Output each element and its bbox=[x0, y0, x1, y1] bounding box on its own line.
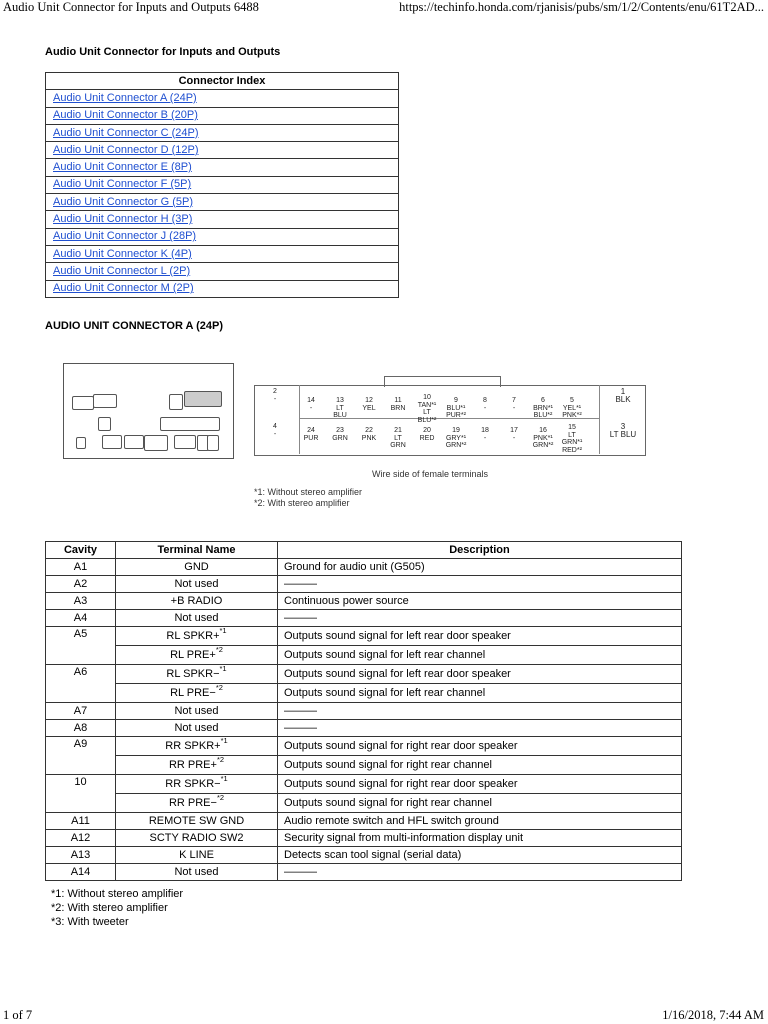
table-row: A9 RR SPKR+$^{*1}$ Outputs sound signal for right rear door speaker bbox=[46, 737, 682, 756]
table-row: A8 Not used ——— bbox=[46, 720, 682, 737]
pin-17: 17 - bbox=[510, 427, 518, 442]
pin-6: 6 BRN*¹ BLU*² bbox=[533, 397, 553, 419]
footnote-3: *3: With tweeter bbox=[51, 916, 129, 928]
pin-10: 10 TAN*¹ LT BLU*² bbox=[417, 394, 437, 424]
connector-latch bbox=[98, 417, 111, 431]
pin-19: 19 GRY*¹ GRN*² bbox=[445, 427, 467, 449]
table-row: A5 RL SPKR+$^{*1}$ Outputs sound signal for left rear door speaker bbox=[46, 627, 682, 646]
table-row: A14 Not used ——— bbox=[46, 864, 682, 881]
connector-latch bbox=[93, 394, 117, 408]
diagram-note-2: *2: With stereo amplifier bbox=[254, 498, 350, 508]
pin-18: 18 - bbox=[481, 427, 489, 442]
pin-2: 2 - bbox=[273, 388, 277, 403]
connector-latch bbox=[124, 435, 144, 449]
connector-latch bbox=[72, 396, 94, 410]
diagram-note-1: *1: Without stereo amplifier bbox=[254, 487, 363, 497]
connector-face-illustration bbox=[63, 363, 234, 459]
table-header-row bbox=[46, 542, 682, 559]
diagram-caption: Wire side of female terminals bbox=[372, 469, 489, 479]
col-divider bbox=[599, 385, 600, 454]
pin-23: 23 GRN bbox=[332, 427, 348, 442]
table-row: A7 Not used ——— bbox=[46, 703, 682, 720]
table-row: RL PRE+$^{*2}$ Outputs sound signal for left rear channel bbox=[46, 646, 682, 665]
pin-5: 5 YEL*¹ PNK*² bbox=[562, 397, 582, 419]
footnote-1: *1: Without stereo amplifier bbox=[51, 888, 184, 900]
col-divider bbox=[299, 385, 300, 454]
table-row: A6 RL SPKR−$^{*1}$ Outputs sound signal for left rear door speaker bbox=[46, 665, 682, 684]
pin-8: 8 - bbox=[483, 397, 487, 412]
pin-21: 21 LT GRN bbox=[390, 427, 406, 449]
pin-9: 9 BLU*¹ PUR*² bbox=[446, 397, 466, 419]
table-row: RR PRE+$^{*2}$ Outputs sound signal for right rear channel bbox=[46, 756, 682, 775]
table-row: A2 Not used ——— bbox=[46, 576, 682, 593]
col-header-terminal-name: Terminal Name bbox=[116, 542, 278, 559]
link-connector-m[interactable]: Audio Unit Connector M (2P) bbox=[53, 282, 194, 295]
connector-latch bbox=[169, 394, 183, 410]
pin-14: 14 - bbox=[307, 397, 315, 412]
connector-latch bbox=[174, 435, 196, 449]
page-header-title: Audio Unit Connector for Inputs and Outputs 6488 bbox=[3, 0, 259, 14]
link-connector-d[interactable]: Audio Unit Connector D (12P) bbox=[53, 143, 199, 156]
footnote-2: *2: With stereo amplifier bbox=[51, 902, 168, 914]
pin-1: 1 BLK bbox=[615, 387, 631, 404]
link-connector-a[interactable]: Audio Unit Connector A (24P) bbox=[53, 91, 197, 104]
connector-latch bbox=[207, 435, 219, 451]
connector-highlight-block bbox=[184, 391, 222, 407]
table-row: A4 Not used ——— bbox=[46, 610, 682, 627]
page-footer-datetime: 1/16/2018, 7:44 AM bbox=[662, 1008, 764, 1022]
table-row: RR PRE−$^{*2}$ Outputs sound signal for right rear channel bbox=[46, 794, 682, 813]
link-connector-b[interactable]: Audio Unit Connector B (20P) bbox=[53, 109, 198, 122]
section-title: Audio Unit Connector for Inputs and Outputs bbox=[45, 46, 281, 58]
table-row: A1 GND Ground for audio unit (G505) bbox=[46, 559, 682, 576]
connector-pin-diagram bbox=[254, 376, 645, 456]
pin-20: 20 RED bbox=[419, 427, 435, 442]
col-header-cavity: Cavity bbox=[46, 542, 116, 559]
pin-4: 4 - bbox=[273, 423, 277, 438]
link-connector-h[interactable]: Audio Unit Connector H (3P) bbox=[53, 213, 193, 226]
connector-index-table bbox=[45, 72, 399, 298]
page-header-url: https://techinfo.honda.com/rjanisis/pubs/sm/1/2/Contents/enu/61T2AD... bbox=[399, 0, 764, 14]
pin-22: 22 PNK bbox=[361, 427, 377, 442]
connector-a-title: AUDIO UNIT CONNECTOR A (24P) bbox=[45, 320, 224, 332]
table-row: A13 K LINE Detects scan tool signal (serial data) bbox=[46, 847, 682, 864]
pin-12: 12 YEL bbox=[362, 397, 376, 412]
table-row: RL PRE−$^{*2}$ Outputs sound signal for left rear channel bbox=[46, 684, 682, 703]
pin-15: 15 LT GRN*¹ RED*² bbox=[561, 424, 583, 454]
pin-24: 24 PUR bbox=[303, 427, 319, 442]
link-connector-k[interactable]: Audio Unit Connector K (4P) bbox=[53, 247, 192, 260]
table-row: A11 REMOTE SW GND Audio remote switch and HFL switch ground bbox=[46, 813, 682, 830]
connector-latch bbox=[144, 435, 168, 451]
pin-16: 16 PNK*¹ GRN*² bbox=[532, 427, 554, 449]
pin-11: 11 BRN bbox=[390, 397, 406, 412]
pin-3: 3 LT BLU bbox=[609, 422, 637, 439]
connector-latch bbox=[76, 437, 86, 449]
col-header-description: Description bbox=[278, 542, 682, 559]
page-footer-pagecount: 1 of 7 bbox=[3, 1008, 33, 1022]
table-row: 10 RR SPKR−$^{*1}$ Outputs sound signal for right rear door speaker bbox=[46, 775, 682, 794]
connector-latch bbox=[102, 435, 122, 449]
terminal-table bbox=[45, 541, 682, 881]
link-connector-f[interactable]: Audio Unit Connector F (5P) bbox=[53, 178, 192, 191]
connector-latch bbox=[160, 417, 220, 431]
link-connector-g[interactable]: Audio Unit Connector G (5P) bbox=[53, 195, 194, 208]
pin-13: 13 LT BLU bbox=[333, 397, 347, 419]
link-connector-e[interactable]: Audio Unit Connector E (8P) bbox=[53, 161, 192, 174]
table-row: A12 SCTY RADIO SW2 Security signal from multi-information display unit bbox=[46, 830, 682, 847]
link-connector-c[interactable]: Audio Unit Connector C (24P) bbox=[53, 126, 199, 139]
link-connector-l[interactable]: Audio Unit Connector L (2P) bbox=[53, 264, 191, 277]
connector-index-header: Connector Index bbox=[46, 73, 399, 90]
link-connector-j[interactable]: Audio Unit Connector J (28P) bbox=[53, 230, 197, 243]
table-row: A3 +B RADIO Continuous power source bbox=[46, 593, 682, 610]
pin-7: 7 - bbox=[512, 397, 516, 412]
